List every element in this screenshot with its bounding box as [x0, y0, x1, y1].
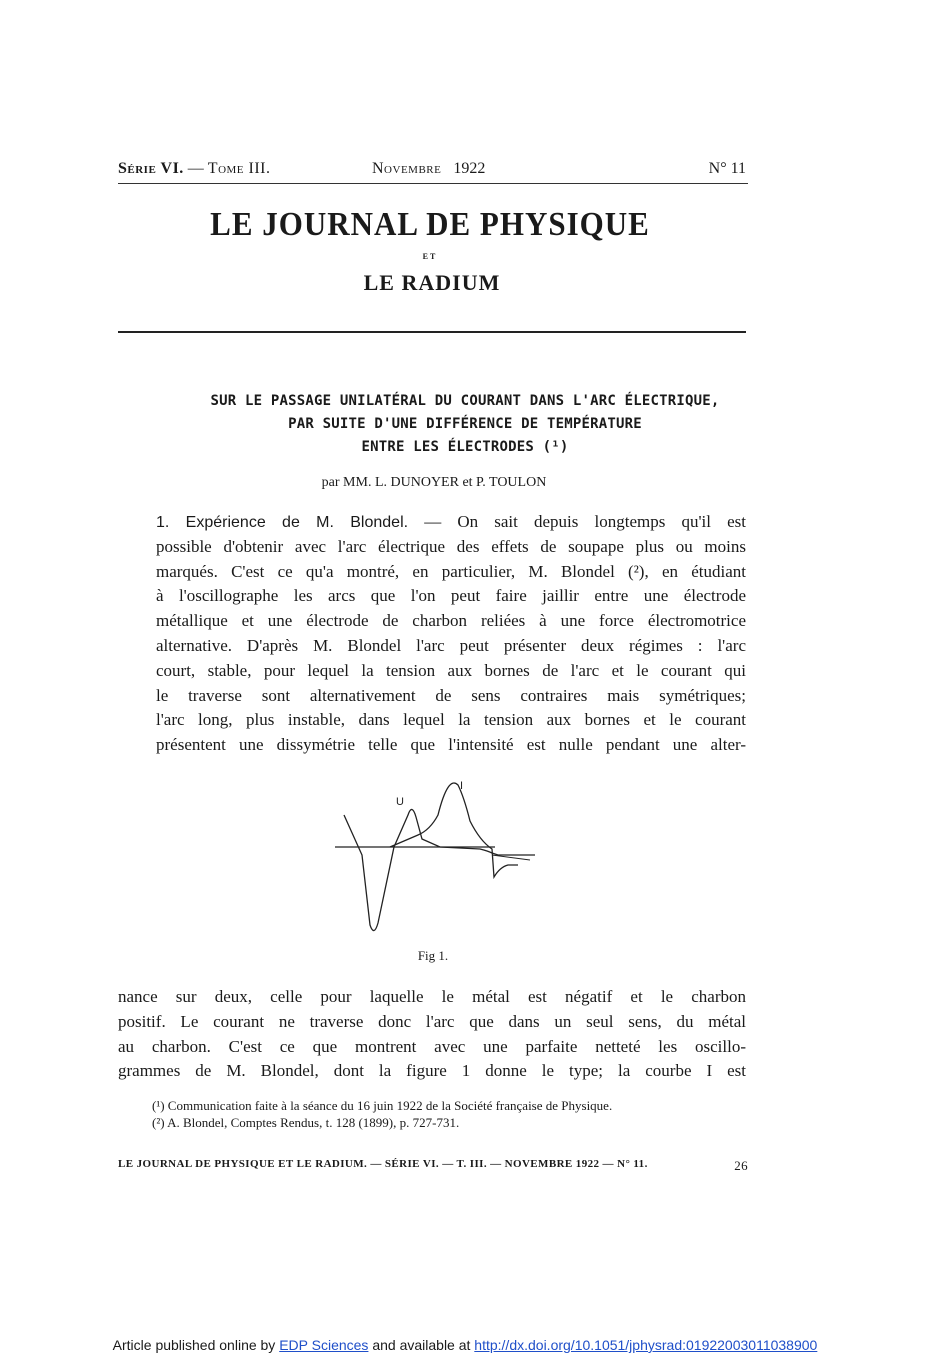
article-title — [100, 390, 830, 459]
footnotes — [118, 1097, 748, 1131]
journal-title — [0, 206, 860, 242]
journal-title-text: LE JOURNAL DE PHYSIQUE — [210, 204, 650, 243]
doi-link[interactable]: http://dx.doi.org/10.1051/jphysrad:01922003011038900 — [474, 1337, 818, 1353]
text-line: marqués. C'est ce qu'a montré, en particulier, M. Blondel (²), en étudiant — [156, 561, 746, 581]
current-curve-i — [390, 783, 518, 877]
year-label: 1922 — [453, 160, 486, 177]
series-label: Série VI. — [118, 160, 184, 177]
current-tail — [492, 855, 530, 860]
dash: — — [187, 160, 204, 177]
text-line: le traverse sont alternativement de sens contraires mais symétriques; — [156, 685, 746, 705]
tome-label: Tome III. — [207, 160, 271, 177]
header-rule — [118, 183, 748, 184]
footnote-2: (²) A. Blondel, Comptes Rendus, t. 128 (1899), p. 727-731. — [152, 1115, 460, 1130]
text-line: grammes de M. Blondel, dont la figure 1 donne le type; la courbe I est — [118, 1061, 746, 1081]
oscillogram-figure — [330, 775, 540, 940]
publication-notice — [0, 1337, 930, 1353]
issue-date — [372, 160, 485, 178]
journal-et: ET — [422, 252, 438, 261]
footnote-1: (¹) Communication faite à la séance du 16 juin 1922 de la Société française de Physique. — [152, 1098, 613, 1113]
text-line: possible d'obtenir avec l'arc électrique des effets de soupape plus ou moins — [156, 536, 746, 556]
text-line: l'arc long, plus instable, dans lequel la tension aux bornes et le courant — [156, 710, 746, 730]
text-line: présentent une dissymétrie telle que l'intensité est nulle pendant une alter- — [156, 735, 746, 755]
page-footline — [118, 1158, 748, 1176]
text-line: positif. Le courant ne traverse donc l'arc que dans un seul sens, du métal — [118, 1011, 746, 1031]
notice-middle: and available at — [372, 1337, 471, 1353]
issue-number: N° 11 — [708, 160, 746, 177]
article-title-line: ENTRE LES ÉLECTRODES (¹) — [361, 439, 569, 455]
article-title-line: SUR LE PASSAGE UNILATÉRAL DU COURANT DANS L'ARC ÉLECTRIQUE, — [210, 393, 720, 409]
label-i: I — [460, 780, 464, 792]
label-u: U — [396, 796, 404, 808]
text-line: à l'oscillographe les arcs que l'on peut faire jaillir entre une électrode — [156, 586, 746, 606]
series-tome — [118, 160, 271, 178]
section-heading: 1. Expérience de M. Blondel. — [156, 514, 409, 531]
authors: par MM. L. DUNOYER et P. TOULON — [321, 475, 547, 490]
text-line-rest: — On sait depuis longtemps qu'il est — [424, 512, 746, 531]
text-line: nance sur deux, celle pour laquelle le métal est négatif et le charbon — [118, 987, 746, 1006]
text-line: alternative. D'après M. Blondel l'arc peut présenter deux régimes : l'arc — [156, 635, 746, 655]
title-rule — [118, 331, 746, 333]
text-line: court, stable, pour lequel la tension aux bornes de l'arc et le courant qui — [156, 660, 746, 680]
paragraph-2 — [118, 985, 746, 1084]
footline-text: LE JOURNAL DE PHYSIQUE ET LE RADIUM. — SÉRIE VI. — T. III. — NOVEMBRE 1922 — N° 11. — [118, 1158, 648, 1170]
running-head — [118, 160, 746, 182]
voltage-curve-u — [344, 809, 535, 930]
text-line — [118, 510, 746, 535]
journal-subtitle: LE RADIUM — [363, 270, 501, 295]
text-line: au charbon. C'est ce que montrent avec une parfaite netteté les oscillo- — [118, 1036, 746, 1056]
page-number: 26 — [734, 1158, 748, 1173]
text-line: métallique et une électrode de charbon reliées à une force électromotrice — [156, 611, 746, 631]
publisher-link[interactable]: EDP Sciences — [279, 1337, 369, 1353]
notice-prefix: Article published online by — [112, 1337, 276, 1353]
figure-caption: Fig 1. — [417, 948, 449, 963]
month-label: Novembre — [372, 160, 442, 177]
article-title-line: PAR SUITE D'UNE DIFFÉRENCE DE TEMPÉRATURE — [288, 416, 642, 432]
paragraph-1 — [118, 510, 746, 758]
